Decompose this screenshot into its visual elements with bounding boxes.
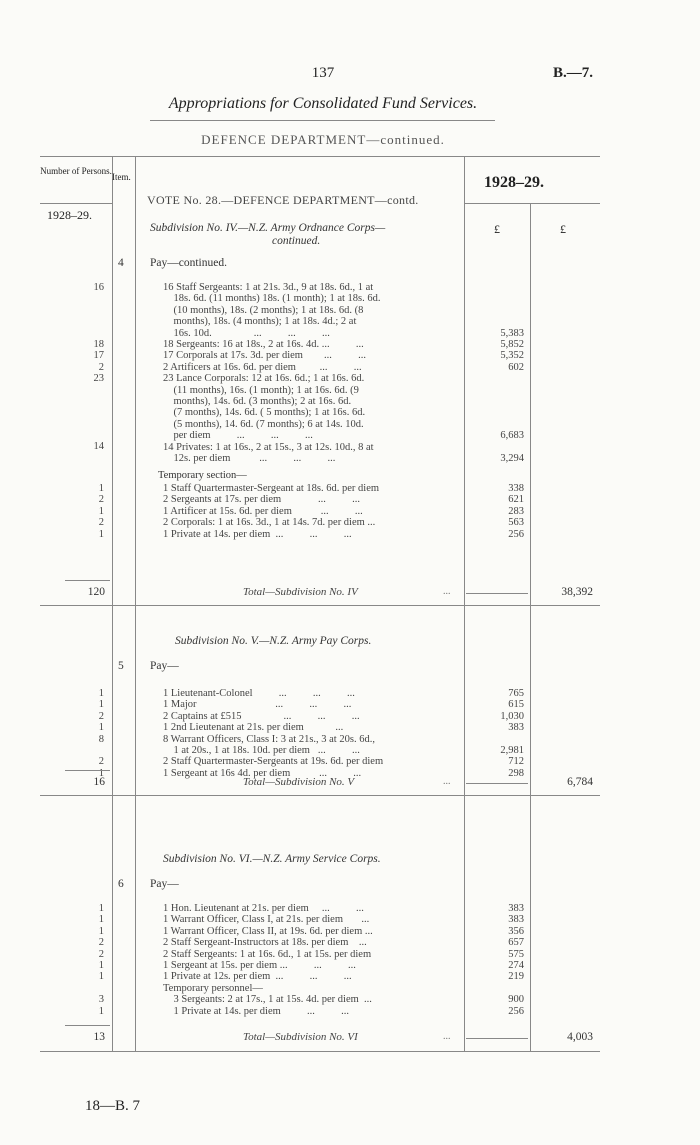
vi-persons-rule xyxy=(65,1025,110,1026)
line-text: 8 Warrant Officers, Class I: 3 at 21s., 3 at 20s. 6d., xyxy=(163,733,375,745)
persons-cell xyxy=(40,316,104,327)
line-text: per diem ... ... ... xyxy=(163,430,313,442)
persons-cell: 1 xyxy=(98,722,104,734)
line-text: (5 months), 14. 6d. (7 months); 6 at 14s. 10d. xyxy=(163,418,364,430)
line-text: 1 Warrant Officer, Class I, at 21s. per diem ... xyxy=(163,914,370,926)
temporary-section-label: Temporary section— xyxy=(158,470,247,481)
amount-cell xyxy=(478,734,524,745)
subdivision-vi-amounts xyxy=(478,903,524,1017)
amount-cell: 2,981 xyxy=(500,744,524,756)
amount-cell: 256 xyxy=(508,528,524,540)
amount-cell: 383 xyxy=(508,722,524,734)
amount-cell xyxy=(478,441,524,452)
iv-total-leader: ... xyxy=(443,586,451,597)
persons-cell: 2 xyxy=(98,937,104,949)
persons-cell: 8 xyxy=(98,733,104,745)
subdivision-v-pay-label: Pay— xyxy=(150,660,179,672)
page-number: 137 xyxy=(311,65,335,81)
persons-cell xyxy=(40,983,104,994)
line-text: 1 Private at 12s. per diem ... ... ... xyxy=(163,971,352,983)
amount-cell: 5,383 xyxy=(500,327,524,339)
amount-cell xyxy=(478,407,524,418)
subdivision-iv-amounts xyxy=(478,282,524,464)
v-bottom-rule xyxy=(40,795,600,796)
subdivision-iv-item: 4 xyxy=(118,257,124,269)
line-text: 1 at 20s., 1 at 18s. 10d. per diem ... ... xyxy=(163,745,360,757)
title-rule xyxy=(150,120,495,121)
page-title: Appropriations for Consolidated Fund Services. xyxy=(168,95,478,112)
number-of-persons-header: Number of Persons. xyxy=(40,166,112,176)
persons-cell: 1 xyxy=(98,699,104,711)
amount-cell: 356 xyxy=(508,925,524,937)
persons-header-rule xyxy=(40,203,112,204)
line-text: months), 14s. 6d. (3 months); 2 at 16s. 6d. xyxy=(163,396,352,408)
year-header: 1928–29. xyxy=(484,174,544,191)
currency-left: £ xyxy=(494,222,500,236)
line-text: 2 Sergeants at 17s. per diem ... ... xyxy=(163,494,360,506)
v-total-leader: ... xyxy=(443,776,451,787)
amount-cell: 602 xyxy=(508,361,524,373)
line-text: 1 Warrant Officer, Class II, at 19s. 6d. per diem ... xyxy=(163,925,373,937)
amount-cell: 219 xyxy=(508,971,524,983)
persons-cell xyxy=(40,407,104,418)
persons-year-label: 1928–29. xyxy=(47,208,92,222)
line-text: Temporary personnel— xyxy=(163,982,263,994)
persons-cell: 1 xyxy=(98,903,104,914)
subdivision-vi-persons xyxy=(40,903,104,1017)
temporary-persons xyxy=(40,483,104,540)
line-text: (11 months), 16s. (1 month); 1 at 16s. 6d. (9 xyxy=(163,384,359,396)
amount-cell: 274 xyxy=(508,959,524,971)
persons-cell: 1 xyxy=(98,688,104,699)
amount-cell xyxy=(478,373,524,384)
amount-cell: 615 xyxy=(508,699,524,711)
persons-cell xyxy=(40,419,104,430)
line-text: 1 Sergeant at 15s. per diem ... ... ... xyxy=(163,960,356,972)
amount-cell: 3,294 xyxy=(500,452,524,464)
line-text: 18 Sergeants: 16 at 18s., 2 at 16s. 4d. ... ... xyxy=(163,339,364,351)
amount-cell: 383 xyxy=(508,903,524,914)
persons-cell: 1 xyxy=(98,914,104,926)
line-text: 1 Major ... ... ... xyxy=(163,699,352,711)
persons-cell: 1 xyxy=(98,925,104,937)
line-text: 3 Sergeants: 2 at 17s., 1 at 15s. 4d. per diem ... xyxy=(163,994,372,1006)
amount-cell: 900 xyxy=(508,994,524,1006)
amount-cell: 1,030 xyxy=(500,710,524,722)
department-heading: DEFENCE DEPARTMENT—continued. xyxy=(201,132,445,147)
persons-cell xyxy=(40,305,104,316)
line-text: 1 Private at 14s. per diem ... ... xyxy=(163,1005,350,1017)
amount-cell xyxy=(478,396,524,407)
subdivision-v-total-label: Total—Subdivision No. V xyxy=(243,776,355,788)
amount-cell: 5,352 xyxy=(500,350,524,362)
line-text: 2 Staff Quartermaster-Sergeants at 19s. 6d. per diem xyxy=(163,756,384,768)
subdivision-vi-total-label: Total—Subdivision No. VI xyxy=(243,1031,358,1043)
amount-cell: 6,683 xyxy=(500,430,524,442)
vi-total-leader: ... xyxy=(443,1031,451,1042)
line-text: 16 Staff Sergeants: 1 at 21s. 3d., 9 at 18s. 6d., 1 at xyxy=(163,282,374,293)
persons-cell xyxy=(40,430,104,441)
persons-cell: 23 xyxy=(93,373,104,385)
subdivision-iv-title: Subdivision No. IV.—N.Z. Army Ordnance Corps— xyxy=(150,222,386,234)
amount-column-divider xyxy=(530,203,531,1051)
persons-column-divider xyxy=(112,156,113,1051)
persons-cell: 2 xyxy=(98,361,104,373)
temporary-lines xyxy=(163,483,459,540)
subdivision-v-lines xyxy=(163,688,459,779)
persons-cell: 2 xyxy=(98,494,104,506)
line-text: months), 18s. (4 months); 1 at 18s. 4d.; 2 at xyxy=(163,316,357,328)
amount-cell: 5,852 xyxy=(500,338,524,350)
line-text: 23 Lance Corporals: 12 at 16s. 6d.; 1 at 16s. 6d. xyxy=(163,373,365,385)
amount-cell xyxy=(478,293,524,304)
footer-signature: 18—B. 7 xyxy=(85,1098,141,1114)
amount-cell xyxy=(478,305,524,316)
line-text: 1 Artificer at 15s. 6d. per diem ... ... xyxy=(163,505,363,517)
subdivision-v-total-persons: 16 xyxy=(93,776,105,788)
iv-amount-rule xyxy=(466,593,528,594)
subdivision-v-item: 5 xyxy=(118,660,124,672)
currency-right: £ xyxy=(560,222,566,236)
persons-cell: 2 xyxy=(98,517,104,529)
iv-bottom-rule xyxy=(40,605,600,606)
iv-persons-rule xyxy=(65,580,110,581)
subdivision-iv-total-persons: 120 xyxy=(87,586,105,598)
persons-cell: 1 xyxy=(98,528,104,540)
persons-cell: 3 xyxy=(98,994,104,1006)
subdivision-vi-lines xyxy=(163,903,459,1017)
detail-column-divider xyxy=(464,156,465,1051)
subdivision-vi-pay-label: Pay— xyxy=(150,878,179,890)
subdivision-iv-total-label: Total—Subdivision No. IV xyxy=(243,586,358,598)
vi-bottom-rule xyxy=(40,1051,600,1052)
persons-cell xyxy=(40,396,104,407)
subdivision-vi-item: 6 xyxy=(118,878,124,890)
v-persons-rule xyxy=(65,770,110,771)
persons-cell: 2 xyxy=(98,948,104,960)
subdivision-iv-lines xyxy=(163,282,459,465)
persons-cell: 18 xyxy=(93,338,104,350)
v-amount-rule xyxy=(466,783,528,784)
amount-cell: 621 xyxy=(508,494,524,506)
amount-cell: 563 xyxy=(508,517,524,529)
amount-cell xyxy=(478,419,524,430)
line-text: 2 Staff Sergeants: 1 at 16s. 6d., 1 at 15s. per diem xyxy=(163,948,372,960)
line-text: 18s. 6d. (11 months) 18s. (1 month); 1 at 18s. 6d. xyxy=(163,293,381,305)
persons-cell: 14 xyxy=(93,441,104,453)
persons-cell: 1 xyxy=(98,483,104,494)
persons-cell xyxy=(40,453,104,464)
subdivision-vi-title: Subdivision No. VI.—N.Z. Army Service Corps. xyxy=(163,853,381,865)
vote-heading: VOTE No. 28.—DEFENCE DEPARTMENT—contd. xyxy=(147,193,419,207)
amount-cell: 712 xyxy=(508,756,524,768)
persons-cell xyxy=(40,745,104,756)
vi-amount-rule xyxy=(466,1038,528,1039)
subdivision-vi-total-persons: 13 xyxy=(93,1031,105,1043)
line-text: 1 Staff Quartermaster-Sergeant at 18s. 6d. per diem xyxy=(163,483,380,494)
persons-cell xyxy=(40,293,104,304)
amount-cell: 283 xyxy=(508,505,524,517)
subdivision-v-persons xyxy=(40,688,104,779)
amount-header-rule xyxy=(464,203,600,204)
amount-cell: 765 xyxy=(508,688,524,699)
persons-cell: 2 xyxy=(98,710,104,722)
amount-cell xyxy=(478,282,524,293)
persons-cell: 1 xyxy=(98,971,104,983)
line-text: 14 Privates: 1 at 16s., 2 at 15s., 3 at 12s. 10d., 8 at xyxy=(163,441,374,453)
document-reference: B.—7. xyxy=(553,65,594,81)
amount-cell: 256 xyxy=(508,1005,524,1017)
amount-cell: 383 xyxy=(508,914,524,926)
line-text: 2 Captains at £515 ... ... ... xyxy=(163,710,360,722)
item-column-divider xyxy=(135,156,136,1051)
line-text: 2 Corporals: 1 at 16s. 3d., 1 at 14s. 7d. per diem ... xyxy=(163,517,376,529)
amount-cell: 575 xyxy=(508,948,524,960)
amount-cell xyxy=(478,983,524,994)
persons-cell: 16 xyxy=(93,282,104,293)
item-header: Item. xyxy=(112,172,131,182)
table-top-rule xyxy=(40,156,600,157)
temporary-amounts xyxy=(478,483,524,540)
subdivision-vi-total-amount: 4,003 xyxy=(567,1031,593,1043)
line-text: 2 Artificers at 16s. 6d. per diem ... ... xyxy=(163,361,362,373)
persons-cell xyxy=(40,385,104,396)
line-text: 12s. per diem ... ... ... xyxy=(163,453,336,465)
persons-cell: 17 xyxy=(93,350,104,362)
line-text: 16s. 10d. ... ... ... xyxy=(163,327,330,339)
persons-cell: 1 xyxy=(98,505,104,517)
subdivision-v-amounts xyxy=(478,688,524,779)
subdivision-iv-pay-label: Pay—continued. xyxy=(150,257,227,269)
line-text: 17 Corporals at 17s. 3d. per diem ... ... xyxy=(163,350,366,362)
persons-cell: 1 xyxy=(98,959,104,971)
amount-cell: 657 xyxy=(508,937,524,949)
amount-cell: 338 xyxy=(508,483,524,494)
amount-cell: 298 xyxy=(508,767,524,779)
line-text: 1 Sergeant at 16s 4d. per diem ... ... xyxy=(163,767,362,779)
persons-cell xyxy=(40,328,104,339)
subdivision-iv-title-continued: continued. xyxy=(272,235,321,247)
subdivision-iv-total-amount: 38,392 xyxy=(561,586,593,598)
line-text: (10 months), 18s. (2 months); 1 at 18s. 6d. (8 xyxy=(163,304,364,316)
persons-cell: 1 xyxy=(98,767,104,779)
line-text: 1 Private at 14s. per diem ... ... ... xyxy=(163,528,352,540)
subdivision-iv-persons xyxy=(40,282,104,464)
persons-cell: 2 xyxy=(98,756,104,768)
persons-cell: 1 xyxy=(98,1005,104,1017)
amount-cell xyxy=(478,385,524,396)
subdivision-v-total-amount: 6,784 xyxy=(567,776,593,788)
line-text: 1 2nd Lieutenant at 21s. per diem ... xyxy=(163,722,344,734)
amount-cell xyxy=(478,316,524,327)
subdivision-v-title: Subdivision No. V.—N.Z. Army Pay Corps. xyxy=(175,635,372,647)
line-text: 1 Lieutenant-Colonel ... ... ... xyxy=(163,688,355,699)
line-text: (7 months), 14s. 6d. ( 5 months); 1 at 16s. 6d. xyxy=(163,407,366,419)
line-text: 2 Staff Sergeant-Instructors at 18s. per diem ... xyxy=(163,937,367,949)
line-text: 1 Hon. Lieutenant at 21s. per diem ... ... xyxy=(163,903,364,914)
